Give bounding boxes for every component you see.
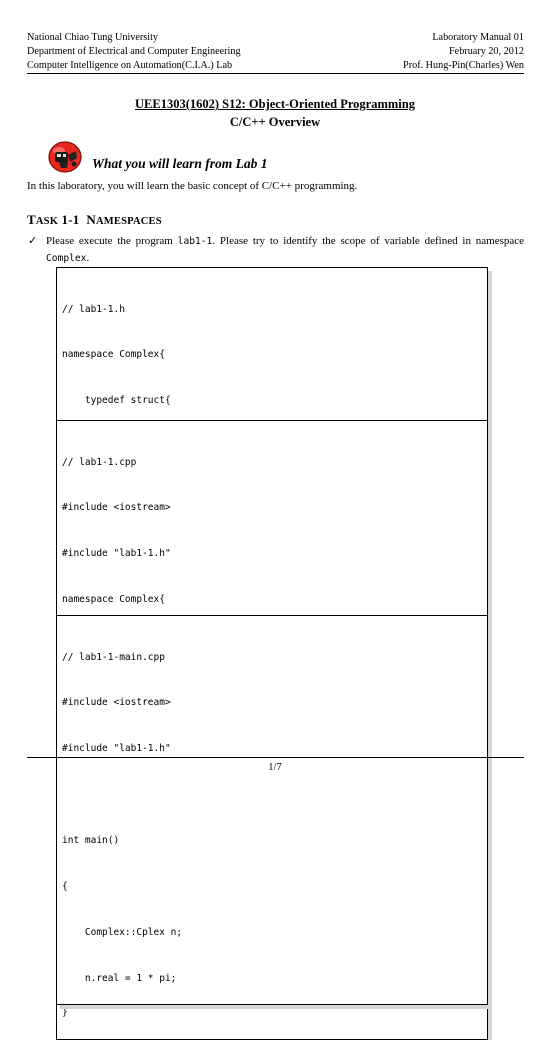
code-line: } bbox=[62, 1007, 68, 1019]
code-line: // lab1-1.h bbox=[62, 303, 125, 315]
header-row bbox=[27, 45, 524, 59]
code-line: typedef struct{ bbox=[62, 395, 171, 407]
learn-heading: What you will learn from Lab 1 bbox=[92, 155, 268, 171]
header-lab: Computer Intelligence on Automation(C.I.A.) Lab bbox=[27, 60, 233, 71]
code-line: namespace Complex{ bbox=[62, 349, 165, 361]
code-line: // lab1-1.cpp bbox=[62, 456, 137, 468]
code-block-main-file bbox=[56, 615, 488, 1005]
code-line: { bbox=[62, 881, 68, 893]
code-line: namespace Complex{ bbox=[62, 594, 165, 606]
code-line: #include <iostream> bbox=[62, 502, 171, 514]
program-name: lab1-1 bbox=[177, 236, 213, 247]
task-label-rest: ASK bbox=[35, 216, 59, 227]
header-department: Department of Electrical and Computer Engineering bbox=[27, 46, 241, 57]
namespace-name: Complex bbox=[46, 253, 87, 264]
header-row bbox=[27, 31, 524, 45]
header-manual: Laboratory Manual 01 bbox=[432, 32, 524, 43]
code-line: Complex::Cplex n; bbox=[62, 926, 183, 938]
document-header bbox=[27, 31, 524, 73]
robot-head-icon bbox=[47, 140, 83, 179]
code-line: #include "lab1-1.h" bbox=[62, 548, 171, 560]
task-heading bbox=[27, 212, 162, 228]
header-divider bbox=[27, 73, 524, 74]
footer-divider bbox=[27, 757, 524, 758]
course-title: UEE1303(1602) S12: Object-Oriented Programming bbox=[135, 97, 415, 111]
learn-description: In this laboratory, you will learn the basic concept of C/C++ programming. bbox=[27, 180, 358, 192]
instruction-bullet bbox=[27, 233, 524, 267]
instruction-text-part: . bbox=[86, 252, 90, 264]
code-line: int main() bbox=[62, 835, 120, 847]
header-professor: Prof. Hung-Pin(Charles) Wen bbox=[403, 60, 524, 71]
code-line: #include "lab1-1.h" bbox=[62, 743, 171, 755]
task-name-rest: AMESPACES bbox=[95, 216, 162, 227]
task-number: 1-1 bbox=[58, 212, 83, 227]
task-name-initial: N bbox=[86, 212, 96, 227]
code-line: #include <iostream> bbox=[62, 697, 171, 709]
instruction-text-part: Please execute the program bbox=[46, 235, 178, 247]
instruction-text-part: . Please try to identify the scope of variable defined in namespace bbox=[212, 235, 525, 247]
header-date: February 20, 2012 bbox=[449, 46, 524, 57]
task-label-initial: T bbox=[27, 212, 36, 227]
code-line: // lab1-1-main.cpp bbox=[62, 651, 165, 663]
code-line bbox=[62, 787, 487, 802]
course-subtitle: C/C++ Overview bbox=[229, 115, 321, 129]
instruction-text bbox=[46, 233, 524, 267]
learn-section-heading bbox=[47, 140, 268, 179]
header-university: National Chiao Tung University bbox=[27, 32, 159, 43]
checkmark-icon: ✓ bbox=[28, 235, 38, 247]
page-number: 1/7 bbox=[268, 762, 282, 773]
header-row bbox=[27, 59, 524, 73]
code-line: n.real = 1 * pi; bbox=[62, 972, 177, 984]
